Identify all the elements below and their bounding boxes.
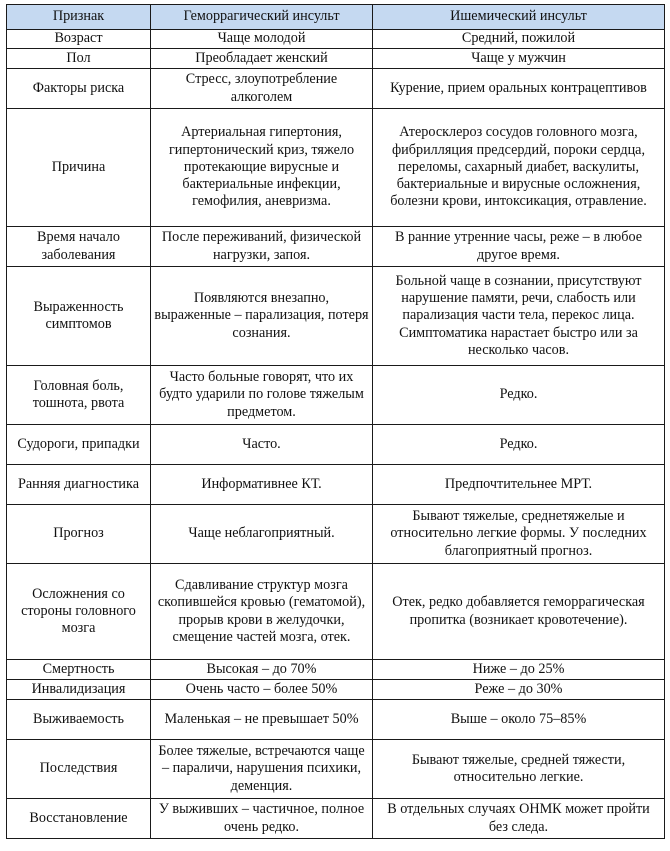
table-row: [7, 366, 665, 425]
feature-cell: Возраст: [7, 30, 151, 49]
table-row: [7, 465, 665, 505]
ischemic-cell: Курение, прием оральных контрацептивов: [373, 69, 665, 109]
hemorrhagic-cell: Часто.: [151, 425, 373, 465]
feature-cell: Факторы риска: [7, 69, 151, 109]
table-row: [7, 799, 665, 839]
table-row: [7, 564, 665, 660]
header-feature: Признак: [7, 5, 151, 30]
ischemic-cell: Атеросклероз сосудов головного мозга, фибрилляция предсердий, пороки сердца, переломы, сахарный диабет, васкулиты, бактериальные и вирусные осложнения, болезни крови, интоксикация, отравление.: [373, 109, 665, 227]
hemorrhagic-cell: Маленькая – не превышает 50%: [151, 700, 373, 740]
feature-cell: Выживаемость: [7, 700, 151, 740]
feature-cell: Осложнения со стороны головного мозга: [7, 564, 151, 660]
ischemic-cell: Ниже – до 25%: [373, 660, 665, 680]
hemorrhagic-cell: Часто больные говорят, что их будто ударили по голове тяжелым предметом.: [151, 366, 373, 425]
feature-cell: Судороги, припадки: [7, 425, 151, 465]
table-row: [7, 680, 665, 700]
table-row: [7, 740, 665, 799]
feature-cell: Время начало заболевания: [7, 227, 151, 267]
hemorrhagic-cell: После переживаний, физической нагрузки, запоя.: [151, 227, 373, 267]
header-row: [7, 5, 665, 30]
table-row: [7, 700, 665, 740]
ischemic-cell: В ранние утренние часы, реже – в любое другое время.: [373, 227, 665, 267]
hemorrhagic-cell: Чаще молодой: [151, 30, 373, 49]
hemorrhagic-cell: У выживших – частичное, полное очень редко.: [151, 799, 373, 839]
table-row: [7, 109, 665, 227]
table-row: [7, 267, 665, 366]
ischemic-cell: Отек, редко добавляется геморрагическая пропитка (возникает кровотечение).: [373, 564, 665, 660]
hemorrhagic-cell: Стресс, злоупотребление алкоголем: [151, 69, 373, 109]
ischemic-cell: В отдельных случаях ОНМК может пройти без следа.: [373, 799, 665, 839]
header-hemorrhagic: Геморрагический инсульт: [151, 5, 373, 30]
ischemic-cell: Редко.: [373, 425, 665, 465]
hemorrhagic-cell: Высокая – до 70%: [151, 660, 373, 680]
feature-cell: Смертность: [7, 660, 151, 680]
header-ischemic: Ишемический инсульт: [373, 5, 665, 30]
table-row: [7, 49, 665, 69]
table-row: [7, 227, 665, 267]
ischemic-cell: Больной чаще в сознании, присутствуют нарушение памяти, речи, слабость или парализация части тела, перекос лица. Симптоматика нарастает быстро или за несколько часов.: [373, 267, 665, 366]
feature-cell: Пол: [7, 49, 151, 69]
feature-cell: Ранняя диагностика: [7, 465, 151, 505]
ischemic-cell: Реже – до 30%: [373, 680, 665, 700]
ischemic-cell: Редко.: [373, 366, 665, 425]
hemorrhagic-cell: Более тяжелые, встречаются чаще – параличи, нарушения психики, деменция.: [151, 740, 373, 799]
ischemic-cell: Предпочтительнее МРТ.: [373, 465, 665, 505]
hemorrhagic-cell: Очень часто – более 50%: [151, 680, 373, 700]
stroke-comparison-table: [6, 4, 665, 839]
feature-cell: Последствия: [7, 740, 151, 799]
hemorrhagic-cell: Сдавливание структур мозга скопившейся кровью (гематомой), прорыв крови в желудочки, смещение частей мозга, отек.: [151, 564, 373, 660]
hemorrhagic-cell: Информативнее КТ.: [151, 465, 373, 505]
feature-cell: Выраженность симптомов: [7, 267, 151, 366]
ischemic-cell: Чаще у мужчин: [373, 49, 665, 69]
feature-cell: Головная боль, тошнота, рвота: [7, 366, 151, 425]
table-row: [7, 425, 665, 465]
feature-cell: Прогноз: [7, 505, 151, 564]
ischemic-cell: Бывают тяжелые, среднетяжелые и относительно легкие формы. У последних благоприятный прогноз.: [373, 505, 665, 564]
hemorrhagic-cell: Появляются внезапно, выраженные – парализация, потеря сознания.: [151, 267, 373, 366]
ischemic-cell: Выше – около 75–85%: [373, 700, 665, 740]
feature-cell: Инвалидизация: [7, 680, 151, 700]
feature-cell: Восстановление: [7, 799, 151, 839]
table-row: [7, 660, 665, 680]
hemorrhagic-cell: Артериальная гипертония, гипертонический криз, тяжело протекающие вирусные и бактериальные инфекции, гемофилия, аневризма.: [151, 109, 373, 227]
table-row: [7, 505, 665, 564]
ischemic-cell: Средний, пожилой: [373, 30, 665, 49]
hemorrhagic-cell: Преобладает женский: [151, 49, 373, 69]
hemorrhagic-cell: Чаще неблагоприятный.: [151, 505, 373, 564]
ischemic-cell: Бывают тяжелые, средней тяжести, относительно легкие.: [373, 740, 665, 799]
table-row: [7, 69, 665, 109]
table-row: [7, 30, 665, 49]
feature-cell: Причина: [7, 109, 151, 227]
